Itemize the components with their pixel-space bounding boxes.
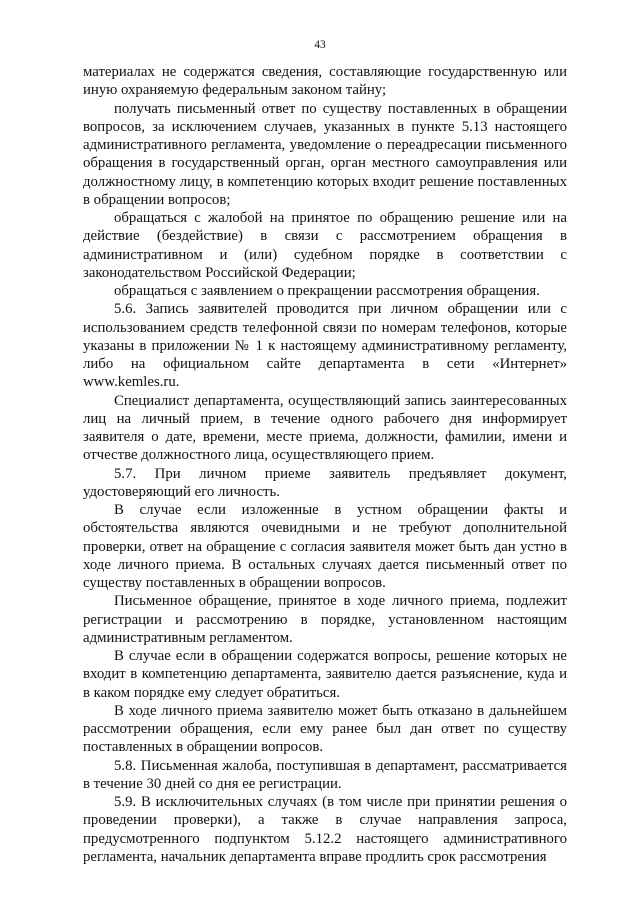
body-text xyxy=(83,63,567,866)
paragraph-5-7: 5.7. При личном приеме заявитель предъявляет документ, удостоверяющий его личность. xyxy=(83,465,567,500)
paragraph-right-complaint: обращаться с жалобой на принятое по обращению решение или на действие (бездействие) в связи с рассмотрением обращения в административном и (или) судебном порядке в соответствии с законодательством Российской Федерации; xyxy=(83,210,567,281)
paragraph-right-written-answer: получать письменный ответ по существу поставленных в обращении вопросов, за исключением случаев, указанных в пункте 5.13 настоящего административного регламента, уведомление о переадресации письменного обращения в государственный орган, орган местного самоуправления или должностному лицу, в компетенцию которых входит решение поставленных в обращении вопросов; xyxy=(83,100,567,208)
paragraph-5-8: 5.8. Письменная жалоба, поступившая в департамент, рассматривается в течение 30 дней со дня ее регистрации. xyxy=(83,757,567,792)
page-number: 43 xyxy=(314,39,326,51)
paragraph-5-6: 5.6. Запись заявителей проводится при личном обращении или с использованием средств телефонной связи по номерам телефонов, которые указаны в приложении № 1 к настоящему административному регламенту, либо на официальном сайте департамента в сети «Интернет» www.kemles.ru. xyxy=(83,301,567,391)
paragraph-competence: В случае если в обращении содержатся вопросы, решение которых не входит в компетенцию департамента, заявителю дается разъяснение, куда и в каком порядке ему следует обратиться. xyxy=(83,648,567,701)
paragraph-written-appeal: Письменное обращение, принятое в ходе личного приема, подлежит регистрации и рассмотрению в порядке, установленном настоящим административным регламентом. xyxy=(83,593,567,646)
paragraph-refusal: В ходе личного приема заявителю может быть отказано в дальнейшем рассмотрении обращения, если ему ранее был дан ответ по существу поставленных в обращении вопросов. xyxy=(83,702,567,756)
paragraph-specialist: Специалист департамента, осуществляющий запись заинтересованных лиц на личный прием, в течение одного рабочего дня информирует заявителя о дате, времени, месте приема, должности, фамилии, имени и отчестве должностного лица, осуществляющего прием. xyxy=(83,392,567,464)
paragraph-oral-answer: В случае если изложенные в устном обращении факты и обстоятельства являются очевидными и не требуют дополнительной проверки, ответ на обращение с согласия заявителя может быть дан устно в ходе личного приема. В остальных случаях дается письменный ответ по существу поставленных в обращении вопросов. xyxy=(83,502,567,591)
paragraph-5-9: 5.9. В исключительных случаях (в том числе при принятии решения о проведении проверки), а также в случае направления запроса, предусмотренного подпунктом 5.12.2 настоящего административного регламента, начальник департамента вправе продлить срок рассмотрения xyxy=(83,794,567,865)
paragraph-right-terminate: обращаться с заявлением о прекращении рассмотрения обращения. xyxy=(114,283,540,299)
paragraph-continuation: материалах не содержатся сведения, составляющие государственную или иную охраняемую федеральным законом тайну; xyxy=(83,64,567,99)
